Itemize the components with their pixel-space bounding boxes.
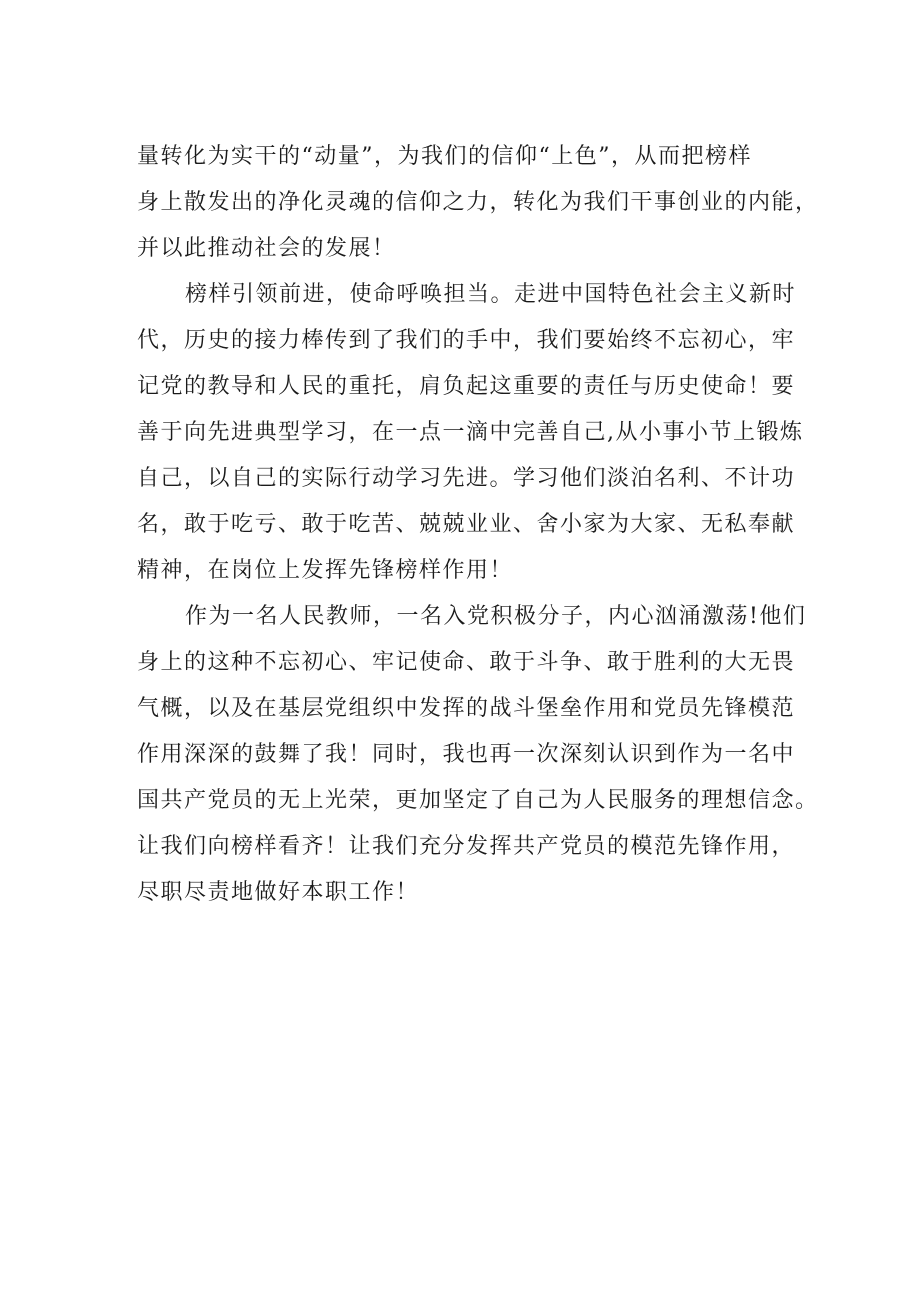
text-line: 并以此推动社会的发展！ (137, 236, 396, 261)
text-line: 精神，在岗位上发挥先锋榜样作用！ (137, 558, 514, 583)
paragraph-start-line: 作为一名人民教师，一名入党积极分子，内心汹涌激荡!他们 (185, 604, 807, 629)
body-text (137, 134, 817, 916)
text-line: 量转化为实干的“动量”，为我们的信仰“上色”，从而把榜样 (137, 144, 752, 169)
text-line: 代，历史的接力棒传到了我们的手中，我们要始终不忘初心，牢 (137, 328, 796, 353)
text-line: 名，敢于吃亏、敢于吃苦、兢兢业业、舍小家为大家、无私奉献 (137, 512, 796, 537)
text-line: 身上的这种不忘初心、牢记使命、敢于斗争、敢于胜利的大无畏 (137, 650, 796, 675)
text-line: 自己，以自己的实际行动学习先进。学习他们淡泊名利、不计功 (137, 466, 796, 491)
text-line: 身上散发出的净化灵魂的信仰之力，转化为我们干事创业的内能， (137, 190, 819, 215)
text-line: 作用深深的鼓舞了我！同时，我也再一次深刻认识到作为一名中 (137, 742, 796, 767)
text-line: 让我们向榜样看齐！让我们充分发挥共产党员的模范先锋作用， (137, 834, 796, 859)
text-line: 国共产党员的无上光荣，更加坚定了自己为人民服务的理想信念。 (137, 788, 819, 813)
text-line: 气概，以及在基层党组织中发挥的战斗堡垒作用和党员先锋模范 (137, 696, 796, 721)
paragraph-start-line: 榜样引领前进，使命呼唤担当。走进中国特色社会主义新时 (185, 282, 797, 307)
text-line: 尽职尽责地做好本职工作！ (137, 880, 420, 905)
text-line: 善于向先进典型学习，在一点一滴中完善自己,从小事小节上锻炼 (137, 420, 804, 445)
text-line: 记党的教导和人民的重托，肩负起这重要的责任与历史使命！要 (137, 374, 796, 399)
